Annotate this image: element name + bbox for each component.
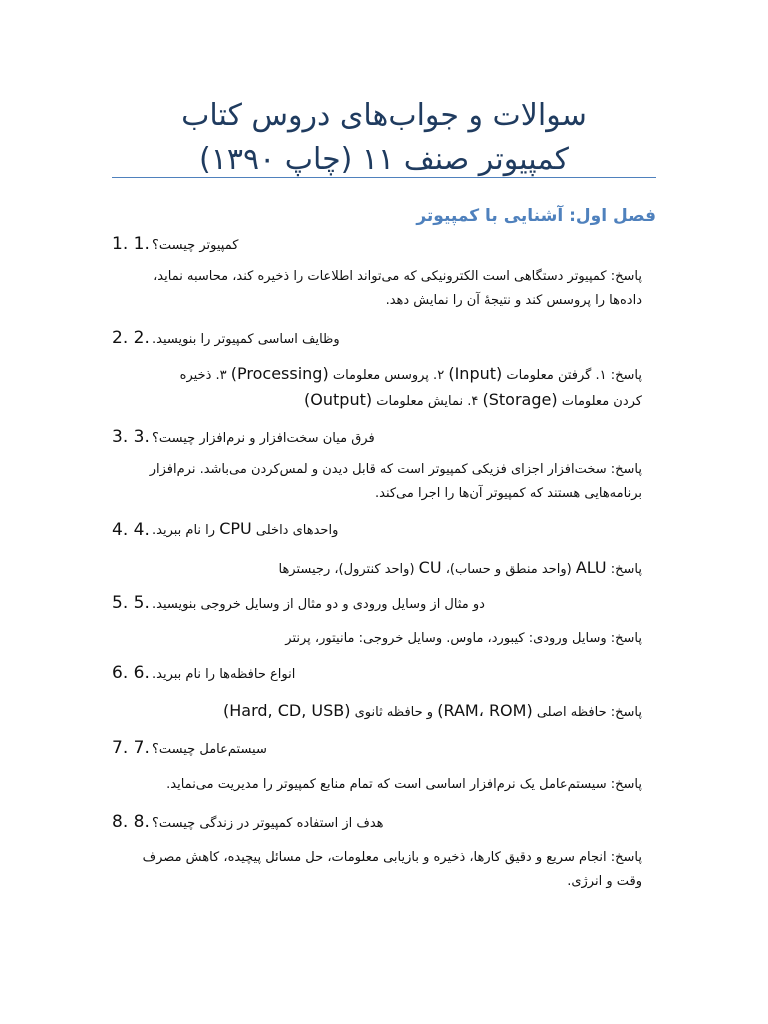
answer-fragment: (واحد کنترول)، رجیسترها: [278, 562, 415, 577]
answer-fragment: پاسخ: حافظه اصلی: [536, 705, 642, 720]
answer-3: [112, 458, 642, 506]
answer-fragment: (Output): [304, 390, 373, 409]
question-number: 6. 6.: [112, 663, 150, 683]
title-line-1: سوالات و جواب‌های دروس کتاب: [181, 98, 587, 133]
answer-fragment: پاسخ: ۱. گرفتن معلومات: [506, 368, 642, 383]
question-text: هدف از استفاده کمپیوتر در زندگی چیست؟: [152, 816, 384, 831]
question-number: 4. 4.: [112, 520, 150, 540]
answer-line: پاسخ: وسایل ورودی: کیبورد، ماوس. وسایل خروجی: مانیتور، پرنتر: [285, 631, 642, 646]
answer-line: [112, 388, 642, 414]
answer-fragment: ۴. نمایش معلومات: [376, 394, 479, 409]
answer-fragment: (Processing): [230, 364, 329, 383]
answer-7: [112, 773, 642, 797]
question-fragment: واحدهای داخلی: [255, 523, 339, 538]
answer-fragment: ۲. پروسس معلومات: [332, 368, 445, 383]
answer-fragment: (RAM، ROM): [437, 701, 533, 720]
question-number: 1. 1.: [112, 234, 150, 254]
question-6: [112, 662, 656, 684]
answer-fragment: ALU: [575, 558, 607, 577]
answer-fragment: و حافظه ثانوی: [354, 705, 434, 720]
question-text: دو مثال از وسایل ورودی و دو مثال از وسایل خروجی بنویسید.: [152, 597, 485, 612]
answer-line: [112, 362, 642, 388]
answer-line: [112, 699, 642, 725]
answer-fragment: (Storage): [482, 390, 558, 409]
answer-fragment: CU: [418, 558, 442, 577]
answer-fragment: (Hard, CD, USB): [222, 701, 351, 720]
question-5: [112, 592, 656, 614]
question-fragment: را نام ببرید.: [152, 523, 216, 538]
question-number: 8. 8.: [112, 812, 150, 832]
document-page: [112, 0, 656, 1024]
question-1: [112, 233, 656, 255]
answer-line: پاسخ: سیستم‌عامل یک نرم‌افزار اساسی است که تمام منابع کمپیوتر را مدیریت می‌نماید.: [166, 777, 642, 792]
answer-line: داده‌ها را پروسس کند و نتیجهٔ آن را نمایش دهد.: [385, 293, 642, 308]
answer-line: پاسخ: سخت‌افزار اجزای فزیکی کمپیوتر است که قابل دیدن و لمس‌کردن می‌باشد. نرم‌افزار: [149, 462, 642, 477]
question-4: [112, 519, 656, 541]
answer-6: [112, 699, 642, 725]
answer-1: [112, 265, 642, 313]
answer-8: [112, 846, 642, 894]
question-3: [112, 426, 656, 448]
question-number: 5. 5.: [112, 593, 150, 613]
title-underline: [112, 177, 656, 178]
question-8: [112, 811, 656, 833]
document-title: [112, 94, 656, 182]
answer-fragment: (Input): [448, 364, 503, 383]
question-number: 2. 2.: [112, 328, 150, 348]
question-text: فرق میان سخت‌افزار و نرم‌افزار چیست؟: [152, 431, 375, 446]
chapter-heading: فصل اول: آشنایی با کمپیوتر: [416, 206, 656, 226]
answer-fragment: پاسخ:: [610, 562, 642, 577]
answer-line: وقت و انرژی.: [567, 874, 642, 889]
question-number: 7. 7.: [112, 738, 150, 758]
question-text: انواع حافظه‌ها را نام ببرید.: [152, 667, 296, 682]
answer-fragment: (واحد منطق و حساب)،: [445, 562, 572, 577]
answer-4: [112, 556, 642, 582]
answer-2: [112, 362, 642, 414]
answer-line: پاسخ: کمپیوتر دستگاهی است الکترونیکی که می‌تواند اطلاعات را ذخیره کند، محاسبه نماید،: [153, 269, 642, 284]
question-2: [112, 327, 656, 349]
answer-fragment: ۳. ذخیره: [179, 368, 227, 383]
title-line-2: کمپیوتر صنف ۱۱ (چاپ ۱۳۹۰): [199, 142, 569, 177]
answer-fragment: کردن معلومات: [561, 394, 642, 409]
question-text: [152, 519, 338, 541]
question-fragment: CPU: [219, 519, 252, 538]
question-number: 3. 3.: [112, 427, 150, 447]
answer-line: برنامه‌هایی هستند که کمپیوتر آن‌ها را اجرا می‌کند.: [374, 486, 642, 501]
answer-5: [112, 627, 642, 651]
question-7: [112, 737, 656, 759]
answer-line: [112, 556, 642, 582]
answer-line: پاسخ: انجام سریع و دقیق کارها، ذخیره و بازیابی معلومات، حل مسائل پیچیده، کاهش مصرف: [142, 850, 642, 865]
question-text: سیستم‌عامل چیست؟: [152, 742, 267, 757]
question-text: وظایف اساسی کمپیوتر را بنویسید.: [152, 332, 340, 347]
question-text: کمپیوتر چیست؟: [152, 238, 239, 253]
